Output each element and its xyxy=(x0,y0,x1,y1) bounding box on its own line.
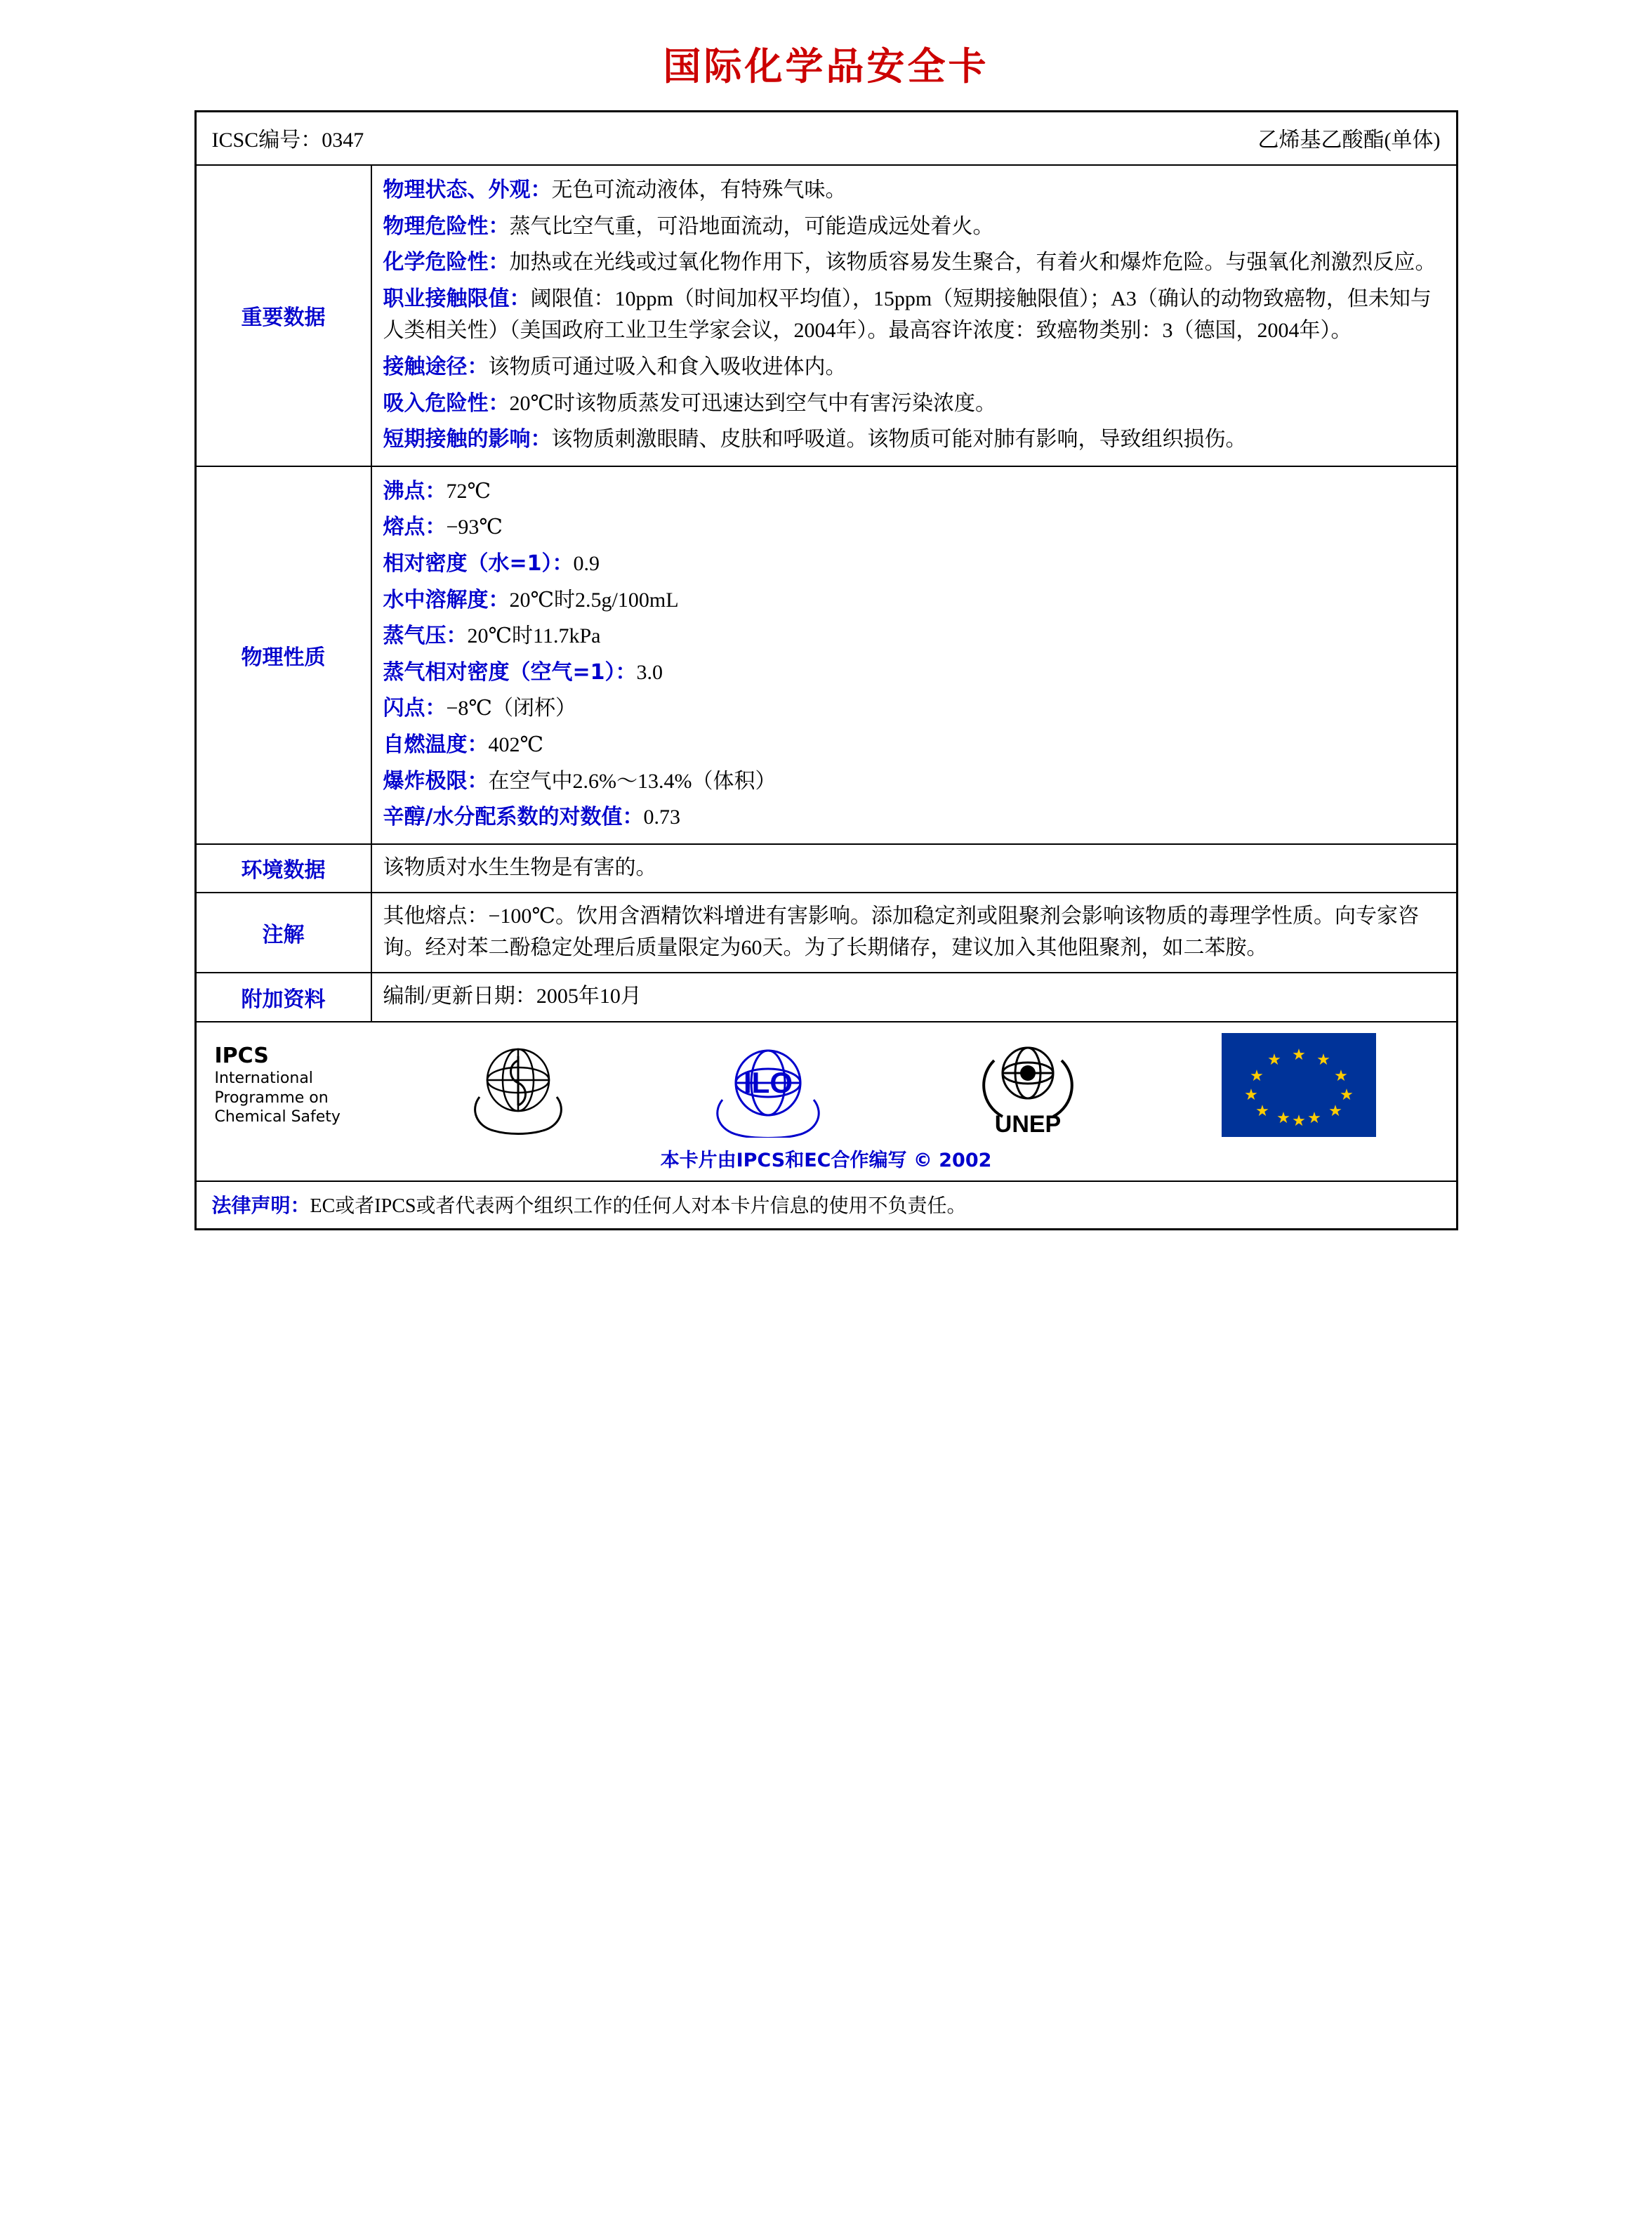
entry-value: 阈限值：10ppm（时间加权平均值），15ppm（短期接触限值）；A3（确认的动物致癌物，但未知与人类相关性）（美国政府工业卫生学家会议，2004年）。最高容许浓度：致癌物类别：3（德国，2004年）。 xyxy=(383,287,1432,343)
entry-value: 蒸气比空气重，可沿地面流动，可能造成远处着火。 xyxy=(509,214,994,238)
svg-text:★: ★ xyxy=(1307,1109,1321,1127)
entry xyxy=(383,620,1445,652)
footer-logos-row xyxy=(197,1022,1456,1182)
svg-text:★: ★ xyxy=(1333,1067,1348,1085)
entry-value: 20℃时该物质蒸发可迅速达到空气中有害污染浓度。 xyxy=(509,391,997,415)
entry-key: 职业接触限值： xyxy=(383,286,531,311)
entry xyxy=(383,548,1445,580)
section-notes xyxy=(197,893,1456,973)
svg-text:★: ★ xyxy=(1243,1086,1258,1104)
entry-value: 在空气中2.6%～13.4%（体积） xyxy=(488,769,777,793)
entry-key: 蒸气相对密度（空气=1）： xyxy=(383,659,637,685)
entry-value: 20℃时2.5g/100mL xyxy=(509,588,679,612)
section-content-additional-info: 编制/更新日期：2005年10月 xyxy=(383,985,642,1008)
entry-value: −8℃（闭杯） xyxy=(446,697,576,721)
entry-key: 物理状态、外观： xyxy=(383,178,552,202)
entry xyxy=(383,283,1445,347)
entry xyxy=(383,729,1445,761)
entry xyxy=(383,423,1445,456)
entry-key: 化学危险性： xyxy=(383,250,510,275)
svg-text:★: ★ xyxy=(1291,1046,1306,1064)
ilo-logo xyxy=(701,1032,835,1138)
svg-text:ILO: ILO xyxy=(743,1065,793,1099)
svg-text:★: ★ xyxy=(1249,1067,1264,1085)
page-title: 国际化学品安全卡 xyxy=(663,44,989,88)
section-environmental-data xyxy=(197,845,1456,894)
section-content-important-data xyxy=(372,166,1456,466)
entry-value: 0.9 xyxy=(573,551,600,575)
entry xyxy=(383,174,1445,206)
entry-value: 72℃ xyxy=(446,479,491,503)
section-physical-properties xyxy=(197,467,1456,845)
entry xyxy=(383,657,1445,689)
section-label-important-data: 重要数据 xyxy=(197,166,372,466)
entry-value: 加热或在光线或过氧化物作用下，该物质容易发生聚合，有着火和爆炸危险。与强氧化剂激烈反应。 xyxy=(509,251,1436,275)
entry-key: 熔点： xyxy=(383,515,447,540)
ipcs-full-line3: Chemical Safety xyxy=(214,1108,341,1126)
svg-text:★: ★ xyxy=(1316,1051,1330,1069)
svg-text:★: ★ xyxy=(1291,1112,1306,1130)
entry-key: 短期接触的影响： xyxy=(383,427,552,452)
entry-key: 自燃温度： xyxy=(383,732,489,757)
substance-name: 乙烯基乙酸酯(单体) xyxy=(1257,129,1441,152)
entry-value: 无色可流动液体，有特殊气味。 xyxy=(551,178,847,202)
section-label-additional-info: 附加资料 xyxy=(197,973,372,1021)
who-logo xyxy=(458,1032,578,1138)
entry-key: 闪点： xyxy=(383,696,447,721)
entry-key: 辛醇/水分配系数的对数值： xyxy=(383,805,644,830)
entry xyxy=(383,801,1445,834)
legal-text: EC或者IPCS或者代表两个组织工作的任何人对本卡片信息的使用不负责任。 xyxy=(310,1195,967,1217)
entry-key: 沸点： xyxy=(383,478,447,504)
ipcs-full-line2: Programme on xyxy=(214,1089,329,1107)
section-important-data xyxy=(197,166,1456,467)
entry-key: 蒸气压： xyxy=(383,624,468,649)
entry-value: 0.73 xyxy=(643,805,680,829)
section-content-physical-properties xyxy=(372,467,1456,843)
section-label-notes: 注解 xyxy=(197,893,372,972)
credit-text: 本卡片由IPCS和EC合作编写 © 2002 xyxy=(660,1149,992,1171)
section-content-environmental-data: 该物质对水生生物是有害的。 xyxy=(383,855,657,879)
entry-key: 吸入危险性： xyxy=(383,390,510,416)
entry-value: 3.0 xyxy=(636,660,663,684)
svg-text:★: ★ xyxy=(1339,1086,1354,1104)
icsc-number-block xyxy=(212,122,364,153)
entry xyxy=(383,692,1445,725)
legal-label: 法律声明： xyxy=(211,1193,310,1217)
section-content-notes: 其他熔点：−100℃。饮用含酒精饮料增进有害影响。添加稳定剂或阻聚剂会影响该物质的毒理学性质。向专家咨询。经对苯二酚稳定处理后质量限定为60天。为了长期储存，建议加入其他阻聚剂，如二苯胺。 xyxy=(383,905,1419,960)
svg-text:★: ★ xyxy=(1276,1109,1290,1127)
entry-value: −93℃ xyxy=(446,515,503,539)
card-header xyxy=(197,112,1456,166)
ipcs-abbr: IPCS xyxy=(214,1043,269,1068)
legal-notice xyxy=(197,1182,1456,1228)
icsc-label: ICSC编号： xyxy=(211,129,322,152)
entry xyxy=(383,388,1445,420)
entry xyxy=(383,584,1445,617)
entry-key: 爆炸极限： xyxy=(383,768,489,794)
entry-value: 20℃时11.7kPa xyxy=(467,624,601,648)
ipcs-block xyxy=(215,1043,397,1127)
footer-logos xyxy=(197,1022,1456,1142)
entry-key: 接触途径： xyxy=(383,354,489,379)
section-additional-info xyxy=(197,973,1456,1022)
icsc-number: 0347 xyxy=(322,129,364,152)
svg-text:★: ★ xyxy=(1267,1051,1281,1069)
icsc-card xyxy=(194,110,1458,1230)
unep-text: UNEP xyxy=(995,1110,1062,1138)
section-label-physical-properties: 物理性质 xyxy=(197,467,372,843)
entry xyxy=(383,765,1445,798)
svg-text:★: ★ xyxy=(1255,1102,1269,1120)
entry xyxy=(383,246,1445,279)
entry xyxy=(383,211,1445,243)
entry xyxy=(383,351,1445,383)
unep-logo xyxy=(958,1032,1098,1138)
entry xyxy=(383,511,1445,544)
entry-value: 该物质刺激眼睛、皮肤和呼吸道。该物质可能对肺有影响，导致组织损伤。 xyxy=(551,428,1247,452)
svg-text:★: ★ xyxy=(1328,1102,1342,1120)
entry-key: 水中溶解度： xyxy=(383,587,510,612)
logo-strip xyxy=(397,1032,1438,1138)
section-label-environmental-data: 环境数据 xyxy=(197,845,372,893)
entry-value: 该物质可通过吸入和食入吸收进体内。 xyxy=(488,355,847,379)
entry-key: 物理危险性： xyxy=(383,213,510,239)
entry xyxy=(383,475,1445,508)
entry-value: 402℃ xyxy=(488,732,544,756)
entry-key: 相对密度（水=1）： xyxy=(383,551,574,576)
ipcs-full-line1: International xyxy=(214,1070,313,1088)
eu-flag-logo xyxy=(1222,1033,1376,1137)
